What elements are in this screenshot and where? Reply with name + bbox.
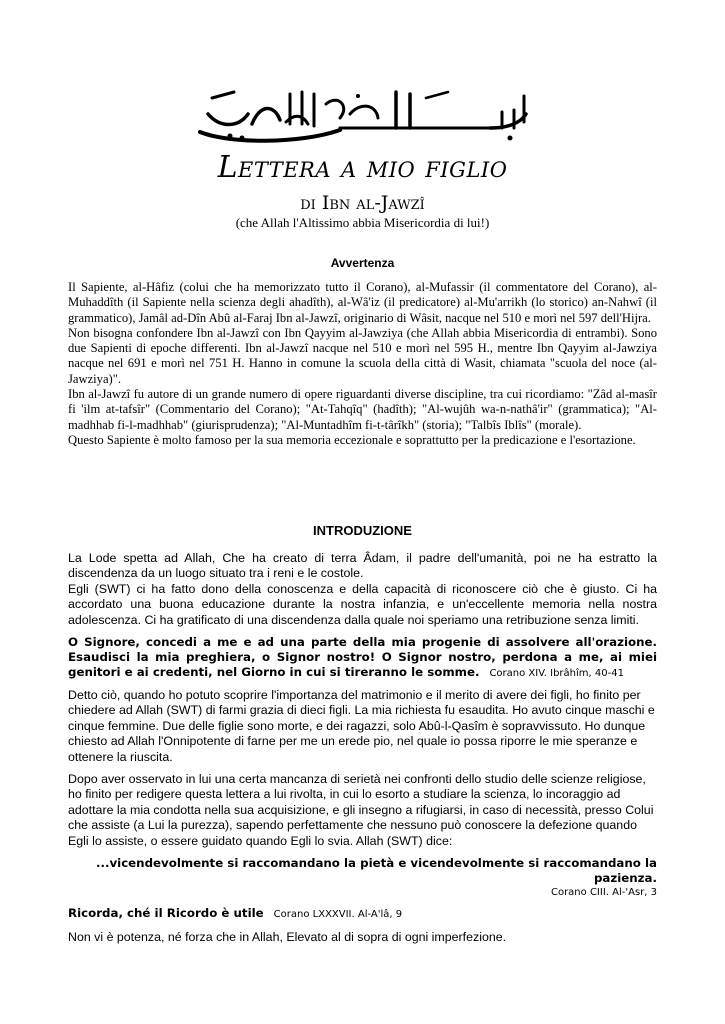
avvertenza-paragraph: Ibn al-Jawzî fu autore di un grande numero di opere riguardanti diverse discipline, tra cui ricordiamo: "Zâd al-masîr fi 'ilm at-tafsîr" (Commentario del Corano); "At-Tahqîq" (hadîth); "Al-wujûh wa-n-nathâ'ir" (grammatica); "Al-madhhab fi-l-madhhab" (giurisprudenza); "Al-Muntadhîm fi-t-târîkh" (storia); "Talbîs Iblîs" (morale). [68,387,657,432]
intro-paragraph: Detto ciò, quando ho potuto scoprire l'importanza del matrimonio e il merito di avere dei figli, ho finito per chiedere ad Allah (SWT) di farmi grazia di dieci figli. La mia richiesta fu esaudita. Ho avuto cinque maschi e cinque femmine. Due delle figlie sono morte, e dei ragazzi, solo Abû-l-Qasîm è sopravvissuto. Ho dunque chiesto ad Allah l'Onnipotente di farne per me un erede pio, nel quale io possa riporre le mie speranze e ottenere la riuscita. [68,688,655,764]
quote-text: O Signore, concedi a me e ad una parte della mia progenie di assolvere all'orazione. Esaudisci la mia preghiera, o Signor nostro! O Signor nostro, perdona a me, ai miei genitori e ai credenti, nel Giorno in cui si tireranno le somme. [68,635,657,680]
avvertenza-paragraph: Il Sapiente, al-Hâfiz (colui che ha memorizzato tutto il Corano), al-Mufassir (il commentatore del Corano), al-Muhaddîth (il Sapiente nella scienza degli ahadîth), al-Wâ'iz (il predicatore) al-Mu'arrikh (lo storico) an-Nahwî (il grammatico), Jamâl ad-Dîn Abû al-Faraj Ibn al-Jawzî, originario di Wâsit, nacque nel 510 e morì nel 597 dell'Hijra. [68,280,657,325]
avvertenza-paragraph: Non bisogna confondere Ibn al-Jawzî con Ibn Qayyim al-Jawziya (che Allah abbia Misericordia di entrambi). Sono due Sapienti di epoche differenti. Ibn al-Jawzî nacque nel 510 e morì nel 595 H., mentre Ibn Qayyim al-Jawziya nacque nel 691 e morì nel 751 H. Hanno in comune la scuola della città di Wasit, chiamata "scuola del noce (al-Jawziya)". [68,325,657,386]
blessing-line: (che Allah l'Altissimo abbia Misericordia di lui!) [235,215,490,230]
intro-paragraph: La Lode spetta ad Allah, Che ha creato di terra Âdam, il padre dell'umanità, poi ne ha estratto la discendenza da un luogo situato tra i reni e le costole. [68,551,657,581]
intro-paragraph: Dopo aver osservato in lui una certa mancanza di serietà nei confronti dello studio delle scienze religiose, ho finito per redigere questa lettera a lui rivolta, in cui lo esorto a studiare la scienza, lo incoraggio ad adottare la mia condotta nella sua acquisizione, e gli insegno a rifugiarsi, in caso di necessità, presso Colui che assiste (a Lui la purezza), sapendo perfettamente che nessuno può conoscere la defezione quando Egli lo assiste, o essere guidato quando Egli lo svia. Allah (SWT) dice: [68,772,654,848]
quote-reference: Corano LXXXVII. Al-A'lâ, 9 [273,909,403,921]
document-title: Lettera a mio figlio [217,150,508,185]
quran-quote [68,635,657,681]
intro-paragraph: Non vi è potenza, né forza che in Allah, Elevato al di sopra di ogni imperfezione. [68,929,507,944]
introduzione-heading: INTRODUZIONE [313,523,412,538]
avvertenza-paragraph: Questo Sapiente è molto famoso per la sua memoria eccezionale e soprattutto per la predicazione e l'esortazione. [68,432,636,447]
quran-quote: ...vicendevolmente si raccomandano la pietà e vicendevolmente si raccomandano la pazienza. [96,856,657,886]
quote-reference: Corano CIII. Al-'Asr, 3 [550,887,657,899]
quote-reference: Corano XIV. Ibrâhîm, 40-41 [489,668,624,680]
introduzione-body [68,551,657,945]
document-subtitle: di Ibn al-Jawzî [300,192,425,214]
basmala-calligraphy [190,84,538,148]
avvertenza-body [68,280,657,448]
intro-paragraph: Egli (SWT) ci ha fatto dono della conoscenza e della capacità di riconoscere ciò che è giusto. Ci ha accordato una buona educazione durante la nostra infanzia, e un'eccellente memoria nella nostra adolescenza. Ci ha gratificato di una discendenza dalla quale noi speriamo una retribuzione senza limiti. [68,581,657,627]
avvertenza-heading: Avvertenza [330,256,395,270]
quran-quote [68,906,657,922]
quote-text: Ricorda, ché il Ricordo è utile [68,906,264,921]
